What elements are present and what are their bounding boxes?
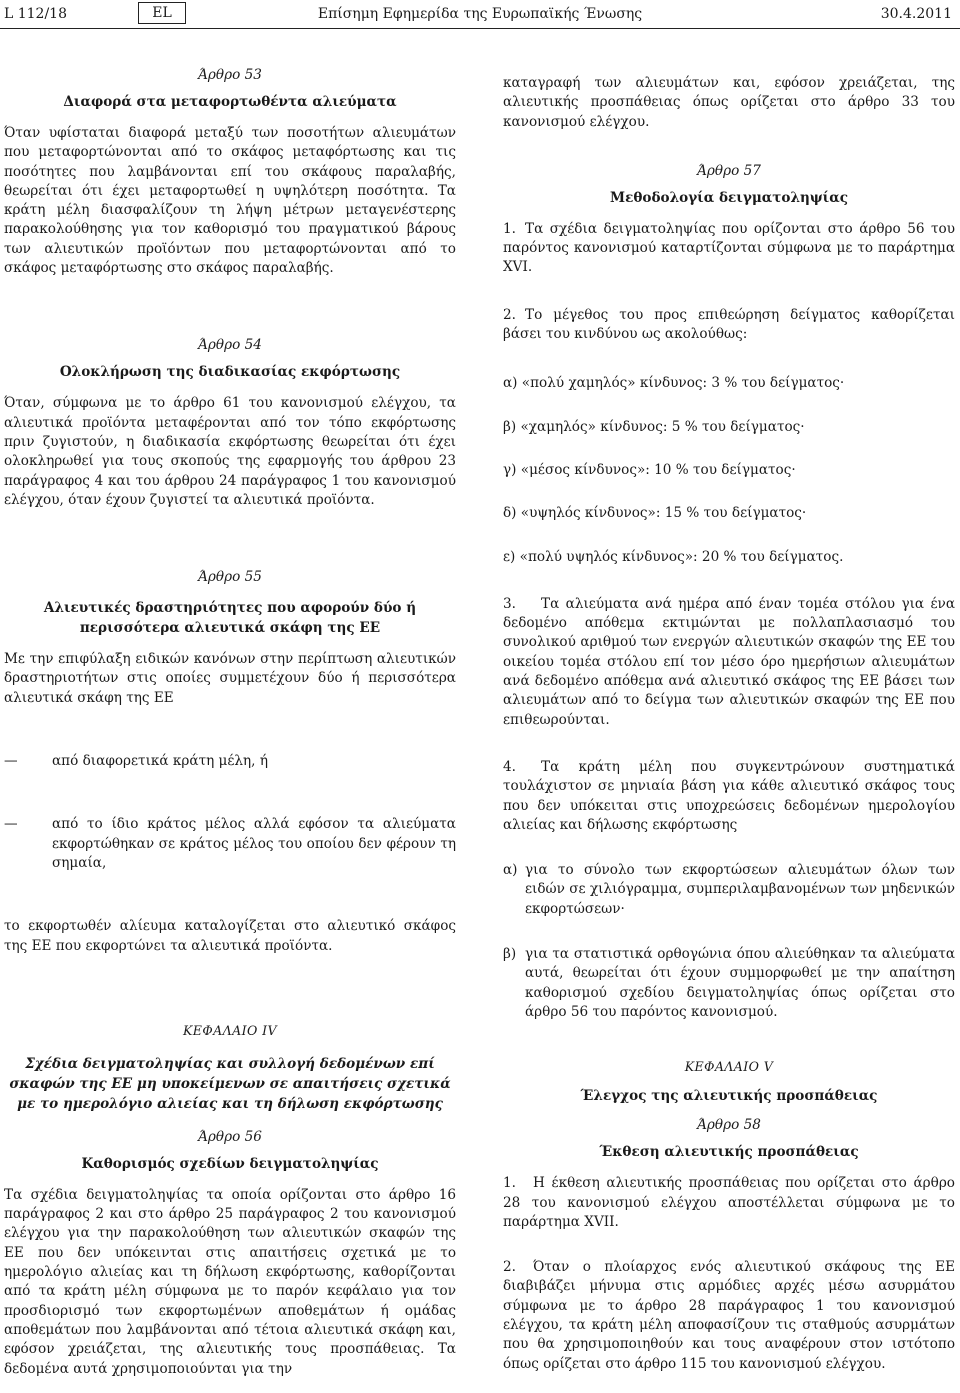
left-column bbox=[4, 64, 456, 1379]
article-57-heading: Μεθοδολογία δειγματοληψίας bbox=[610, 189, 848, 206]
article-55-conclusion: το εκφορτωθέν αλίευμα καταλογίζεται στο αλιευτικό σκάφος της ΕΕ που εκφορτώνει τα αλιευτικά προϊόντα. bbox=[4, 918, 456, 954]
risk-level-very-low: α) «πολύ χαμηλός» κίνδυνος: 3 % του δείγματος· bbox=[503, 375, 845, 392]
paragraph-text: Όταν ο πλοίαρχος ενός αλιευτικού σκάφους της ΕΕ διαβιβάζει μήνυμα στις αρμόδιες αρχές μέσω ασυρμάτου σύμφωνα με το άρθρο 28 παράγραφος 1 του κανονισμού ελέγχου, τα κράτη μέλη αποφασίζουν τις σταθμούς ασυρμάτων που θα χρησιμοποιηθούν και τους αναφέρουν στον ιστότοπο όπως ορίζεται στο άρθρο 115 του κανονισμού ελέγχου. bbox=[503, 1259, 955, 1372]
article-55-title: Άρθρο 55 bbox=[198, 569, 262, 586]
list-item-text: από το ίδιο κράτος μέλος αλλά εφόσον τα αλιεύματα εκφορτώθηκαν σε κράτος μέλος του οποίου δεν φέρουν τη σημαία, bbox=[52, 816, 456, 871]
paragraph-text: Τα σχέδια δειγματοληψίας που ορίζονται στο άρθρο 56 του παρόντος κανονισμού καταρτίζονται σύμφωνα με το παράρτημα XVI. bbox=[503, 220, 955, 276]
list-item bbox=[4, 815, 456, 873]
risk-level-very-high: ε) «πολύ υψηλός κίνδυνος»: 20 % του δείγματος. bbox=[503, 548, 844, 565]
list-item-text: για το σύνολο των εκφορτώσεων αλιευμάτων όλων των ειδών σε χιλιόγραμμα, συμπεριλαμβανομένων των μηδενικών εκφορτώσεων· bbox=[525, 862, 955, 917]
paragraph-text: Τα αλιεύματα ανά ημέρα από έναν τομέα στόλου για ένα δεδομένο απόθεμα εκτιμώνται με πολλαπλασιασμό του συνολικού αριθμού των ενεργών αλιευτικών σκαφών της ΕΕ του οικείου τομέα στόλου επί τον μέσο όρο ημερήσιων αλιευμάτων ανά δεδομένο απόθεμα ανά αλιευτικό σκάφος της ΕΕ βάσει των αλιευμάτων από το δείγμα των αλιευτικών σκαφών της ΕΕ που επιθεωρούνται. bbox=[503, 595, 955, 728]
risk-level-high: δ) «υψηλός κίνδυνος»: 15 % του δείγματος· bbox=[503, 505, 807, 522]
paragraph-number: 1. bbox=[503, 220, 516, 237]
list-item-text: από διαφορετικά κράτη μέλη, ή bbox=[52, 753, 268, 770]
article-55-intro: Με την επιφύλαξη ειδικών κανόνων στην περίπτωση αλιευτικών δραστηριοτήτων στις οποίες συμμετέχουν δύο ή περισσότερα αλιευτικά σκάφη της ΕΕ bbox=[4, 651, 456, 706]
article-56-text: Τα σχέδια δειγματοληψίας τα οποία ορίζονται στο άρθρο 16 παράγραφος 2 και στο άρθρο 25 παράγραφος 2 του κανονισμού ελέγχου για την παρακολούθηση των αλιευτικών σκαφών της ΕΕ που δεν υπόκεινται στις απαιτήσεις σχετικά με το ημερολόγιο αλιείας και τη δήλωση εκφόρτωσης, καθορίζονται από τα κράτη μέλη σύμφωνα με το παρόν κεφάλαιο για τον προσδιορισμό των εκφορτωμένων αποθεμάτων ή ομάδας αποθεμάτων που λαμβάνονται από τέτοια αλιευτικά σκάφη και, εφόσον χρειάζεται, της αλιευτικής τους προσπάθειας. Τα δεδομένα αυτά χρησιμοποιούνται για την bbox=[4, 1186, 456, 1377]
article-58-para-1 bbox=[503, 1174, 955, 1232]
list-marker: α) bbox=[503, 862, 518, 879]
article-58-heading: Έκθεση αλιευτικής προσπάθειας bbox=[599, 1144, 859, 1161]
article-53-heading: Διαφορά στα μεταφορτωθέντα αλιεύματα bbox=[63, 94, 397, 110]
list-item-text: για τα στατιστικά ορθογώνια όπου αλιεύθηκαν τα αλιεύματα αυτά, θεωρείται ότι έχουν συμμορφωθεί με την απαίτηση καθορισμού σχεδίου δειγματοληψίας όπως ορίζεται στο άρθρο 56 του παρόντος κανονισμού. bbox=[525, 946, 955, 1020]
article-54-title: Άρθρο 54 bbox=[198, 337, 262, 354]
dash-marker: — bbox=[4, 753, 18, 770]
list-marker: β) bbox=[503, 946, 517, 963]
paragraph-number: 4. bbox=[503, 758, 516, 775]
language-badge: EL bbox=[138, 2, 186, 24]
article-56-title: Άρθρο 56 bbox=[198, 1128, 262, 1145]
paragraph-number: 1. bbox=[503, 1175, 516, 1192]
paragraph-text: Η έκθεση αλιευτικής προσπάθειας που ορίζεται στο άρθρο 28 του κανονισμού ελέγχου αποστέλλεται σύμφωνα με το παράρτημα XVII. bbox=[503, 1175, 955, 1230]
publication-date: 30.4.2011 bbox=[880, 6, 952, 22]
right-column bbox=[503, 64, 955, 1374]
article-53-title: Άρθρο 53 bbox=[198, 67, 262, 83]
risk-level-low: β) «χαμηλός» κίνδυνος: 5 % του δείγματος· bbox=[503, 418, 805, 435]
article-57-para-2 bbox=[503, 306, 955, 345]
article-57-para-1 bbox=[503, 220, 955, 278]
journal-title: Επίσημη Εφημερίδα της Ευρωπαϊκής Ένωσης bbox=[317, 6, 643, 22]
article-57-para-3 bbox=[503, 595, 955, 730]
paragraph-number: 2. bbox=[503, 1259, 516, 1276]
paragraph-number: 2. bbox=[503, 306, 516, 323]
chapter-4-heading: Σχέδια δειγματοληψίας και συλλογή δεδομένων επί σκαφών της ΕΕ μη υποκείμενων σε απαιτήσεις σχετικά με το ημερολόγιο αλιείας και τη δήλωση εκφόρτωσης bbox=[9, 1055, 451, 1112]
list-item bbox=[503, 861, 955, 919]
paragraph-text: Το μέγεθος του προς επιθεώρηση δείγματος καθορίζεται βάσει του κινδύνου ως ακολούθως: bbox=[503, 306, 955, 343]
paragraph-text: Τα κράτη μέλη που συγκεντρώνουν συστηματικά τουλάχιστον σε μηνιαία βάση για κάθε αλιευτικό σκάφος τους που δεν υπόκειται στις υποχρεώσεις δεδομένων ημερολογίου αλιείας και δήλωσης εκφόρτωσης bbox=[503, 758, 955, 833]
article-57-para-4 bbox=[503, 758, 955, 835]
header-rule bbox=[0, 28, 960, 29]
chapter-5-heading: Έλεγχος της αλιευτικής προσπάθειας bbox=[580, 1088, 878, 1105]
article-56-continuation: καταγραφή των αλιευμάτων και, εφόσον χρειάζεται, της αλιευτικής προσπάθειας όπως ορίζεται στο άρθρο 33 του κανονισμού ελέγχου. bbox=[503, 75, 955, 130]
risk-level-medium: γ) «μέσος κίνδυνος»: 10 % του δείγματος· bbox=[503, 461, 796, 478]
article-58-para-2 bbox=[503, 1258, 955, 1374]
article-58-title: Άρθρο 58 bbox=[697, 1117, 761, 1134]
article-54-heading: Ολοκλήρωση της διαδικασίας εκφόρτωσης bbox=[59, 364, 401, 381]
page-header bbox=[0, 0, 960, 34]
list-item bbox=[503, 945, 955, 1022]
article-54-text: Όταν, σύμφωνα με το άρθρο 61 του κανονισμού ελέγχου, τα αλιευτικά προϊόντα μεταφέρονται από τον τόπο εκφόρτωσης πριν ζυγιστούν, η διαδικασία εκφόρτωσης θεωρείται ότι έχει ολοκληρωθεί για τους σκοπούς της εφαρμογής του άρθρου 23 παράγραφος 4 και του άρθρου 24 παράγραφος 1 του κανονισμού ελέγχου, όταν έχουν ζυγιστεί τα αλιευτικά προϊόντα. bbox=[4, 395, 456, 508]
article-57-title: Άρθρο 57 bbox=[697, 162, 761, 179]
article-53-text: Όταν υφίσταται διαφορά μεταξύ των ποσοτήτων αλιευμάτων που μεταφορτώνονται από το σκάφος μεταφόρτωσης και τις ποσότητες που λαμβάνονται επί του σκάφους παραλαβής, θεωρείται ότι έχει μεταφορτωθεί η υψηλότερη ποσότητα. Τα κράτη μέλη διασφαλίζουν τη λήψη μέτρων μεταγενέστερης παρακολούθησης για τον καθορισμό του πραγματικού βάρους των αλιευτικών προϊόντων που μεταφορτώνονται από το σκάφος μεταφόρτωσης στο σκάφος παραλαβής. bbox=[4, 125, 456, 277]
chapter-5-label: ΚΕΦΑΛΑΙΟ V bbox=[684, 1059, 774, 1075]
page-reference: L 112/18 bbox=[4, 6, 67, 22]
list-item bbox=[4, 752, 456, 771]
chapter-4-label: ΚΕΦΑΛΑΙΟ IV bbox=[183, 1022, 277, 1038]
dash-marker: — bbox=[4, 816, 18, 833]
article-55-heading: Αλιευτικές δραστηριότητες που αφορούν δύο ή περισσότερα αλιευτικά σκάφη της ΕΕ bbox=[43, 600, 417, 637]
article-56-heading: Καθορισμός σχεδίων δειγματοληψίας bbox=[81, 1155, 379, 1172]
paragraph-number: 3. bbox=[503, 595, 516, 612]
